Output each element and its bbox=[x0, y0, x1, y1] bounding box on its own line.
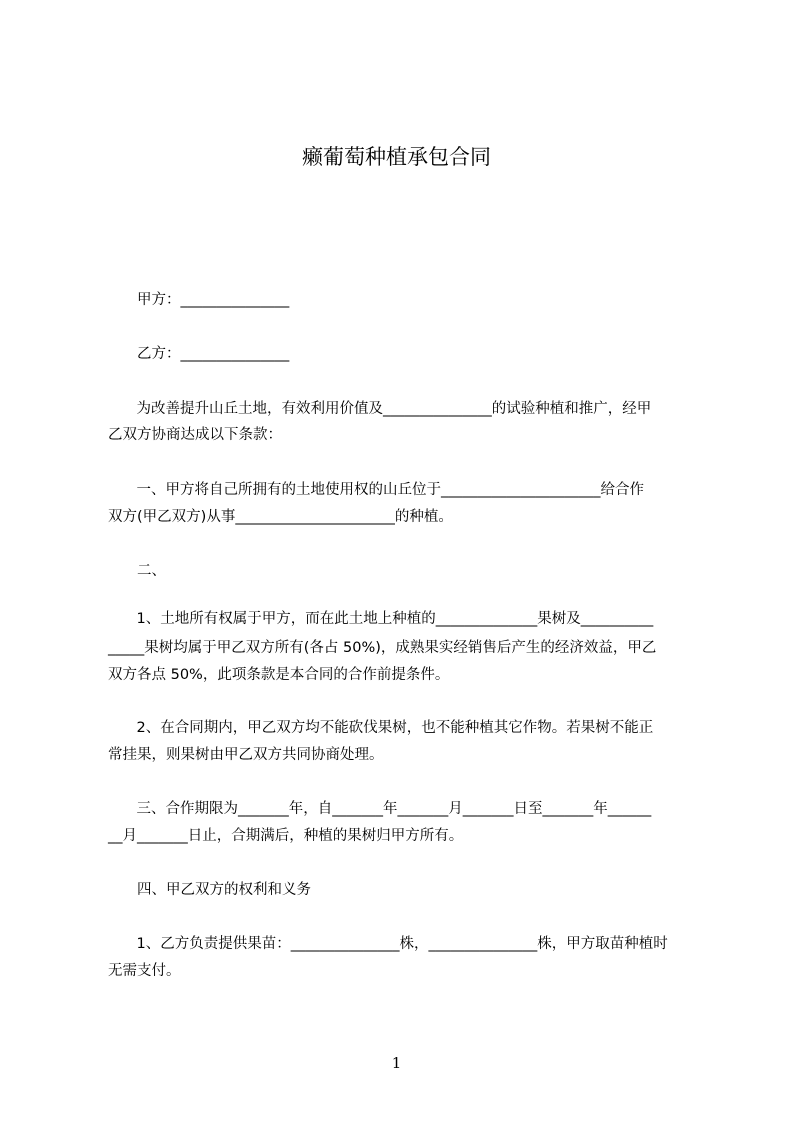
clause3-line-1: 三、合作期限为_______年，自_______年_______月_______日至_______年______ bbox=[122, 801, 652, 817]
clause2-1-line-1: 1、土地所有权属于甲方，而在此土地上种植的______________果树及__________ bbox=[122, 611, 654, 627]
clause4-1-line-2: 无需支付。 bbox=[108, 963, 181, 979]
page-number: 1 bbox=[391, 1054, 402, 1072]
clause2-1-line-2: _____果树均属于甲乙双方所有(各占 50%)，成熟果实经销售后产生的经济效益，甲乙 bbox=[108, 640, 657, 656]
clause2-2-line-1: 2、在合同期内，甲乙双方均不能砍伐果树，也不能种植其它作物。若果树不能正 bbox=[122, 720, 654, 736]
clause1-line-2: 双方(甲乙双方)从事______________________的种植。 bbox=[108, 509, 453, 525]
clause2-2-line-2: 常挂果，则果树由甲乙双方共同协商处理。 bbox=[108, 747, 384, 763]
intro-line-1: 为改善提升山丘土地，有效利用价值及_______________的试验种植和推广，经甲 bbox=[122, 401, 652, 417]
clause2-1-line-3: 双方各点 50%，此项条款是本合同的合作前提条件。 bbox=[108, 667, 450, 683]
clause4-heading: 四、甲乙双方的权利和义务 bbox=[137, 882, 311, 898]
clause4-1-line-1: 1、乙方负责提供果苗：_______________株，_______________株，甲方取苗种植时 bbox=[122, 936, 668, 952]
clause3-line-2: __月_______日止，合期满后，种植的果树归甲方所有。 bbox=[108, 828, 464, 844]
party-b-line: 乙方：_______________ bbox=[137, 346, 290, 362]
party-a-line: 甲方：_______________ bbox=[137, 292, 290, 308]
clause2-heading: 二、 bbox=[137, 563, 166, 579]
document-title: 癞葡萄种植承包合同 bbox=[302, 145, 491, 169]
clause1-line-1: 一、甲方将自己所拥有的土地使用权的山丘位于______________________给合作 bbox=[122, 482, 644, 498]
intro-line-2: 乙双方协商达成以下条款： bbox=[108, 427, 282, 443]
